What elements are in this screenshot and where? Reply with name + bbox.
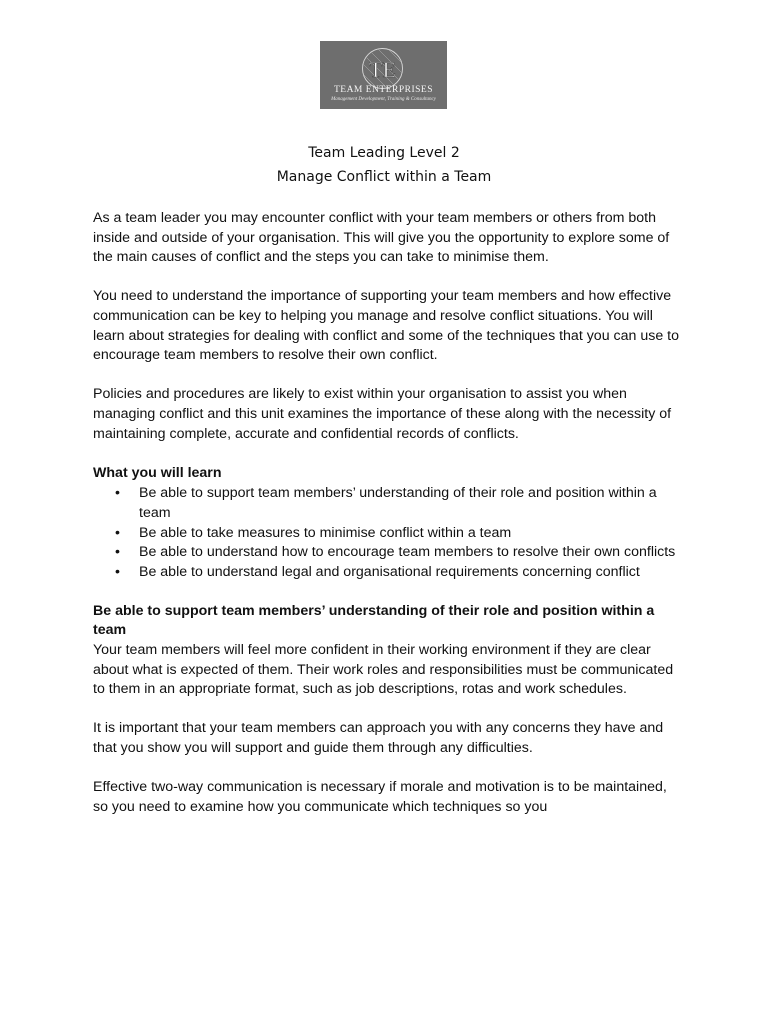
document-subtitle: Manage Conflict within a Team <box>276 169 492 185</box>
section-paragraph-3: Effective two-way communication is necessary if morale and motivation is to be maintained, so you need to examine how you communicate which techniques so you <box>93 779 667 815</box>
section-paragraph-2: It is important that your team members can approach you with any concerns they have and that you show you will support and guide them through any difficulties. <box>93 720 664 757</box>
learn-list-item: • Be able to take measures to minimise conflict within a team <box>139 524 683 544</box>
learn-list-item: • Be able to understand how to encourage team members to resolve their own conflicts <box>139 543 683 563</box>
section-paragraph-1: Your team members will feel more confident in their working environment if they are clear about what is expected of them. Their work roles and responsibilities must be communicated to them in an appropriate format, such as job descriptions, rotas and work schedules. <box>93 642 674 698</box>
document-body <box>93 209 683 837</box>
learn-heading: What you will learn <box>93 464 222 481</box>
intro-paragraph-1: As a team leader you may encounter conflict with your team members or others from both inside and outside of your organisation. This will give you the opportunity to explore some of the main causes of conflict and the steps you can take to minimise them. <box>93 210 670 266</box>
learn-list <box>93 484 683 582</box>
intro-paragraph-3: Policies and procedures are likely to exist within your organisation to assist you when managing conflict and this unit examines the importance of these along with the necessity of maintaining complete, accurate and confidential records of conflicts. <box>93 386 672 442</box>
svg-text:TE: TE <box>369 57 396 82</box>
learn-list-item: • Be able to understand legal and organisational requirements concerning conflict <box>139 563 683 583</box>
company-logo <box>320 41 447 109</box>
logo-company-name: TEAM ENTERPRISES <box>333 85 434 95</box>
section-heading: Be able to support team members’ understanding of their role and position within a team <box>93 602 655 639</box>
learn-list-item: • Be able to support team members’ understanding of their role and position within a team <box>139 484 683 523</box>
logo-tagline: Management Development, Training & Consultancy <box>331 97 436 102</box>
intro-paragraph-2: You need to understand the importance of supporting your team members and how effective communication can be key to helping you manage and resolve conflict situations. You will learn about strategies for dealing with conflict and some of the techniques that you can use to encourage team members to resolve their own conflict. <box>93 288 679 364</box>
document-title: Team Leading Level 2 <box>308 145 460 161</box>
